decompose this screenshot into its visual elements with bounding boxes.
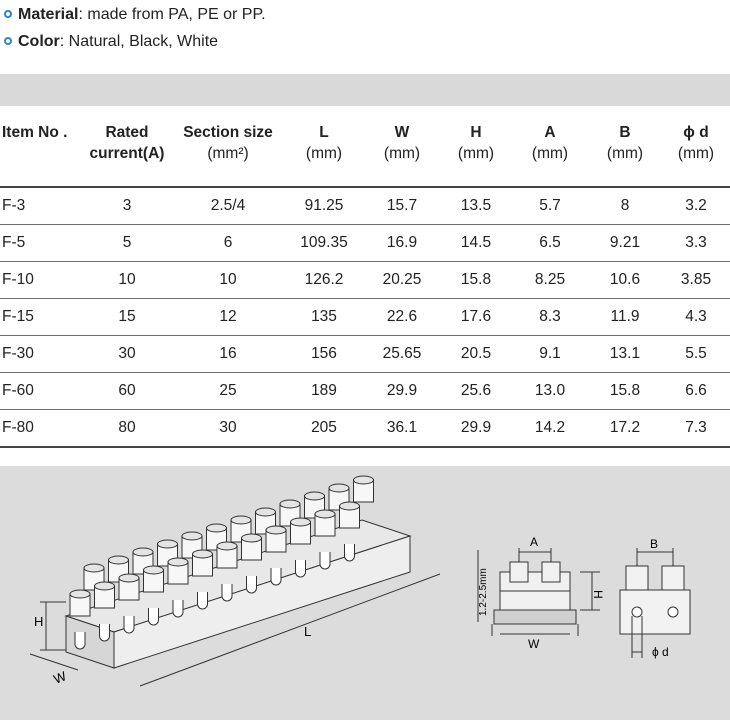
table-cell: 11.9: [588, 299, 662, 336]
table-row: [0, 187, 730, 225]
table-cell: 30: [172, 410, 284, 448]
col-header-section-size: Section size (mm²): [172, 114, 284, 187]
table-cell: 8.3: [512, 299, 588, 336]
table-cell: 25: [172, 373, 284, 410]
col-header-h: H (mm): [440, 114, 512, 187]
table-cell: 15.8: [588, 373, 662, 410]
dimension-drawing-panel: [0, 466, 730, 720]
wire-slot: [296, 560, 306, 577]
label-h-section: H: [591, 590, 605, 599]
table-cell: F-10: [0, 262, 82, 299]
table-cell: 10: [172, 262, 284, 299]
screw-head-icon: [144, 566, 164, 574]
table-cell: 5: [82, 225, 172, 262]
table-cell: F-15: [0, 299, 82, 336]
wire-slot: [100, 624, 110, 641]
screw-head-icon: [207, 524, 227, 532]
table-cell: F-80: [0, 410, 82, 448]
col-header-phi-d: ϕ d (mm): [662, 114, 730, 187]
table-cell: 3: [82, 187, 172, 225]
screw-head-icon: [315, 510, 335, 518]
bullet-icon: [4, 37, 12, 45]
table-cell: 29.9: [440, 410, 512, 448]
table-cell: 10.6: [588, 262, 662, 299]
table-cell: 15.7: [364, 187, 440, 225]
table-row: [0, 225, 730, 262]
screw-head-icon: [354, 476, 374, 484]
label-phi-d: ϕ d: [652, 645, 669, 659]
table-cell: 14.2: [512, 410, 588, 448]
table-cell: F-3: [0, 187, 82, 225]
spec-table: [0, 114, 730, 448]
screw-head-icon: [305, 492, 325, 500]
screw-head-icon: [340, 502, 360, 510]
wire-slot: [345, 544, 355, 561]
section-view: [478, 548, 600, 636]
color-label: Color: [18, 33, 60, 50]
table-cell: 20.25: [364, 262, 440, 299]
wire-slot: [149, 608, 159, 625]
table-cell: 205: [284, 410, 364, 448]
table-cell: 126.2: [284, 262, 364, 299]
col-header-w: W (mm): [364, 114, 440, 187]
screw-head-icon: [266, 526, 286, 534]
screw-head-icon: [84, 564, 104, 572]
table-cell: 13.5: [440, 187, 512, 225]
table-cell: 16: [172, 336, 284, 373]
screw-head-icon: [231, 516, 251, 524]
table-row: [0, 299, 730, 336]
table-cell: 3.85: [662, 262, 730, 299]
table-cell: 12: [172, 299, 284, 336]
table-cell: 13.0: [512, 373, 588, 410]
col-header-item-no: Item No .: [0, 114, 82, 187]
label-w-section: W: [528, 637, 540, 651]
table-cell: 17.2: [588, 410, 662, 448]
wire-slot: [222, 584, 232, 601]
screw-head-icon: [70, 590, 90, 598]
section-divider-band: [0, 74, 730, 106]
screw-head-icon: [182, 532, 202, 540]
label-thickness-range: 1.2-2.5mm: [478, 568, 489, 616]
table-cell: 15.8: [440, 262, 512, 299]
table-cell: 29.9: [364, 373, 440, 410]
wire-slot: [247, 576, 257, 593]
table-row: [0, 410, 730, 448]
table-cell: 5.5: [662, 336, 730, 373]
label-l: L: [304, 624, 312, 639]
table-cell: 25.65: [364, 336, 440, 373]
table-cell: 6.6: [662, 373, 730, 410]
wire-slot: [198, 592, 208, 609]
table-cell: 91.25: [284, 187, 364, 225]
screw-head-icon: [193, 550, 213, 558]
table-cell: 9.21: [588, 225, 662, 262]
table-cell: 189: [284, 373, 364, 410]
table-cell: 10: [82, 262, 172, 299]
color-line: [4, 31, 218, 53]
table-cell: 14.5: [440, 225, 512, 262]
table-cell: F-30: [0, 336, 82, 373]
table-cell: 8: [588, 187, 662, 225]
wire-slot: [124, 616, 134, 633]
screw-head-icon: [329, 484, 349, 492]
table-cell: 22.6: [364, 299, 440, 336]
table-cell: 15: [82, 299, 172, 336]
wire-slot: [320, 552, 330, 569]
col-header-b: B (mm): [588, 114, 662, 187]
end-view: [620, 548, 690, 658]
table-cell: 2.5/4: [172, 187, 284, 225]
screw-head-icon: [217, 542, 237, 550]
table-cell: 13.1: [588, 336, 662, 373]
table-cell: 36.1: [364, 410, 440, 448]
screw-head-icon: [168, 558, 188, 566]
table-cell: 3.3: [662, 225, 730, 262]
col-header-l: L (mm): [284, 114, 364, 187]
table-cell: 3.2: [662, 187, 730, 225]
table-cell: 30: [82, 336, 172, 373]
wire-slot: [75, 632, 85, 649]
screw-head-icon: [158, 540, 178, 548]
table-cell: 8.25: [512, 262, 588, 299]
table-cell: 60: [82, 373, 172, 410]
terminal-strip-drawing: [0, 466, 730, 720]
table-header-row: [0, 114, 730, 187]
screw-head-icon: [242, 534, 262, 542]
color-value: : Natural, Black, White: [59, 33, 219, 50]
table-cell: 135: [284, 299, 364, 336]
label-h: H: [34, 614, 44, 629]
label-w: W: [51, 668, 69, 687]
table-cell: 20.5: [440, 336, 512, 373]
screw-head-icon: [109, 556, 129, 564]
table-cell: 109.35: [284, 225, 364, 262]
table-row: [0, 262, 730, 299]
table-cell: F-5: [0, 225, 82, 262]
table-cell: 9.1: [512, 336, 588, 373]
table-cell: 4.3: [662, 299, 730, 336]
screw-head-icon: [119, 574, 139, 582]
screw-head-icon: [291, 518, 311, 526]
table-cell: 17.6: [440, 299, 512, 336]
table-cell: 6.5: [512, 225, 588, 262]
col-header-rated-current: Rated current(A): [82, 114, 172, 187]
table-row: [0, 336, 730, 373]
col-header-a: A (mm): [512, 114, 588, 187]
screw-head-icon: [95, 582, 115, 590]
table-cell: 156: [284, 336, 364, 373]
table-row: [0, 373, 730, 410]
table-cell: 25.6: [440, 373, 512, 410]
wire-slot: [271, 568, 281, 585]
table-cell: 80: [82, 410, 172, 448]
screw-head-icon: [256, 508, 276, 516]
table-cell: 7.3: [662, 410, 730, 448]
table-cell: 6: [172, 225, 284, 262]
table-cell: F-60: [0, 373, 82, 410]
material-value: : made from PA, PE or PP.: [78, 6, 266, 23]
bullet-icon: [4, 10, 12, 18]
screw-head-icon: [133, 548, 153, 556]
table-cell: 5.7: [512, 187, 588, 225]
screw-head-icon: [280, 500, 300, 508]
material-label: Material: [18, 6, 79, 23]
label-b: B: [650, 537, 659, 551]
material-line: [4, 4, 266, 26]
label-a: A: [530, 535, 539, 549]
table-cell: 16.9: [364, 225, 440, 262]
terminal-strip-illustration: [66, 476, 410, 668]
wire-slot: [173, 600, 183, 617]
